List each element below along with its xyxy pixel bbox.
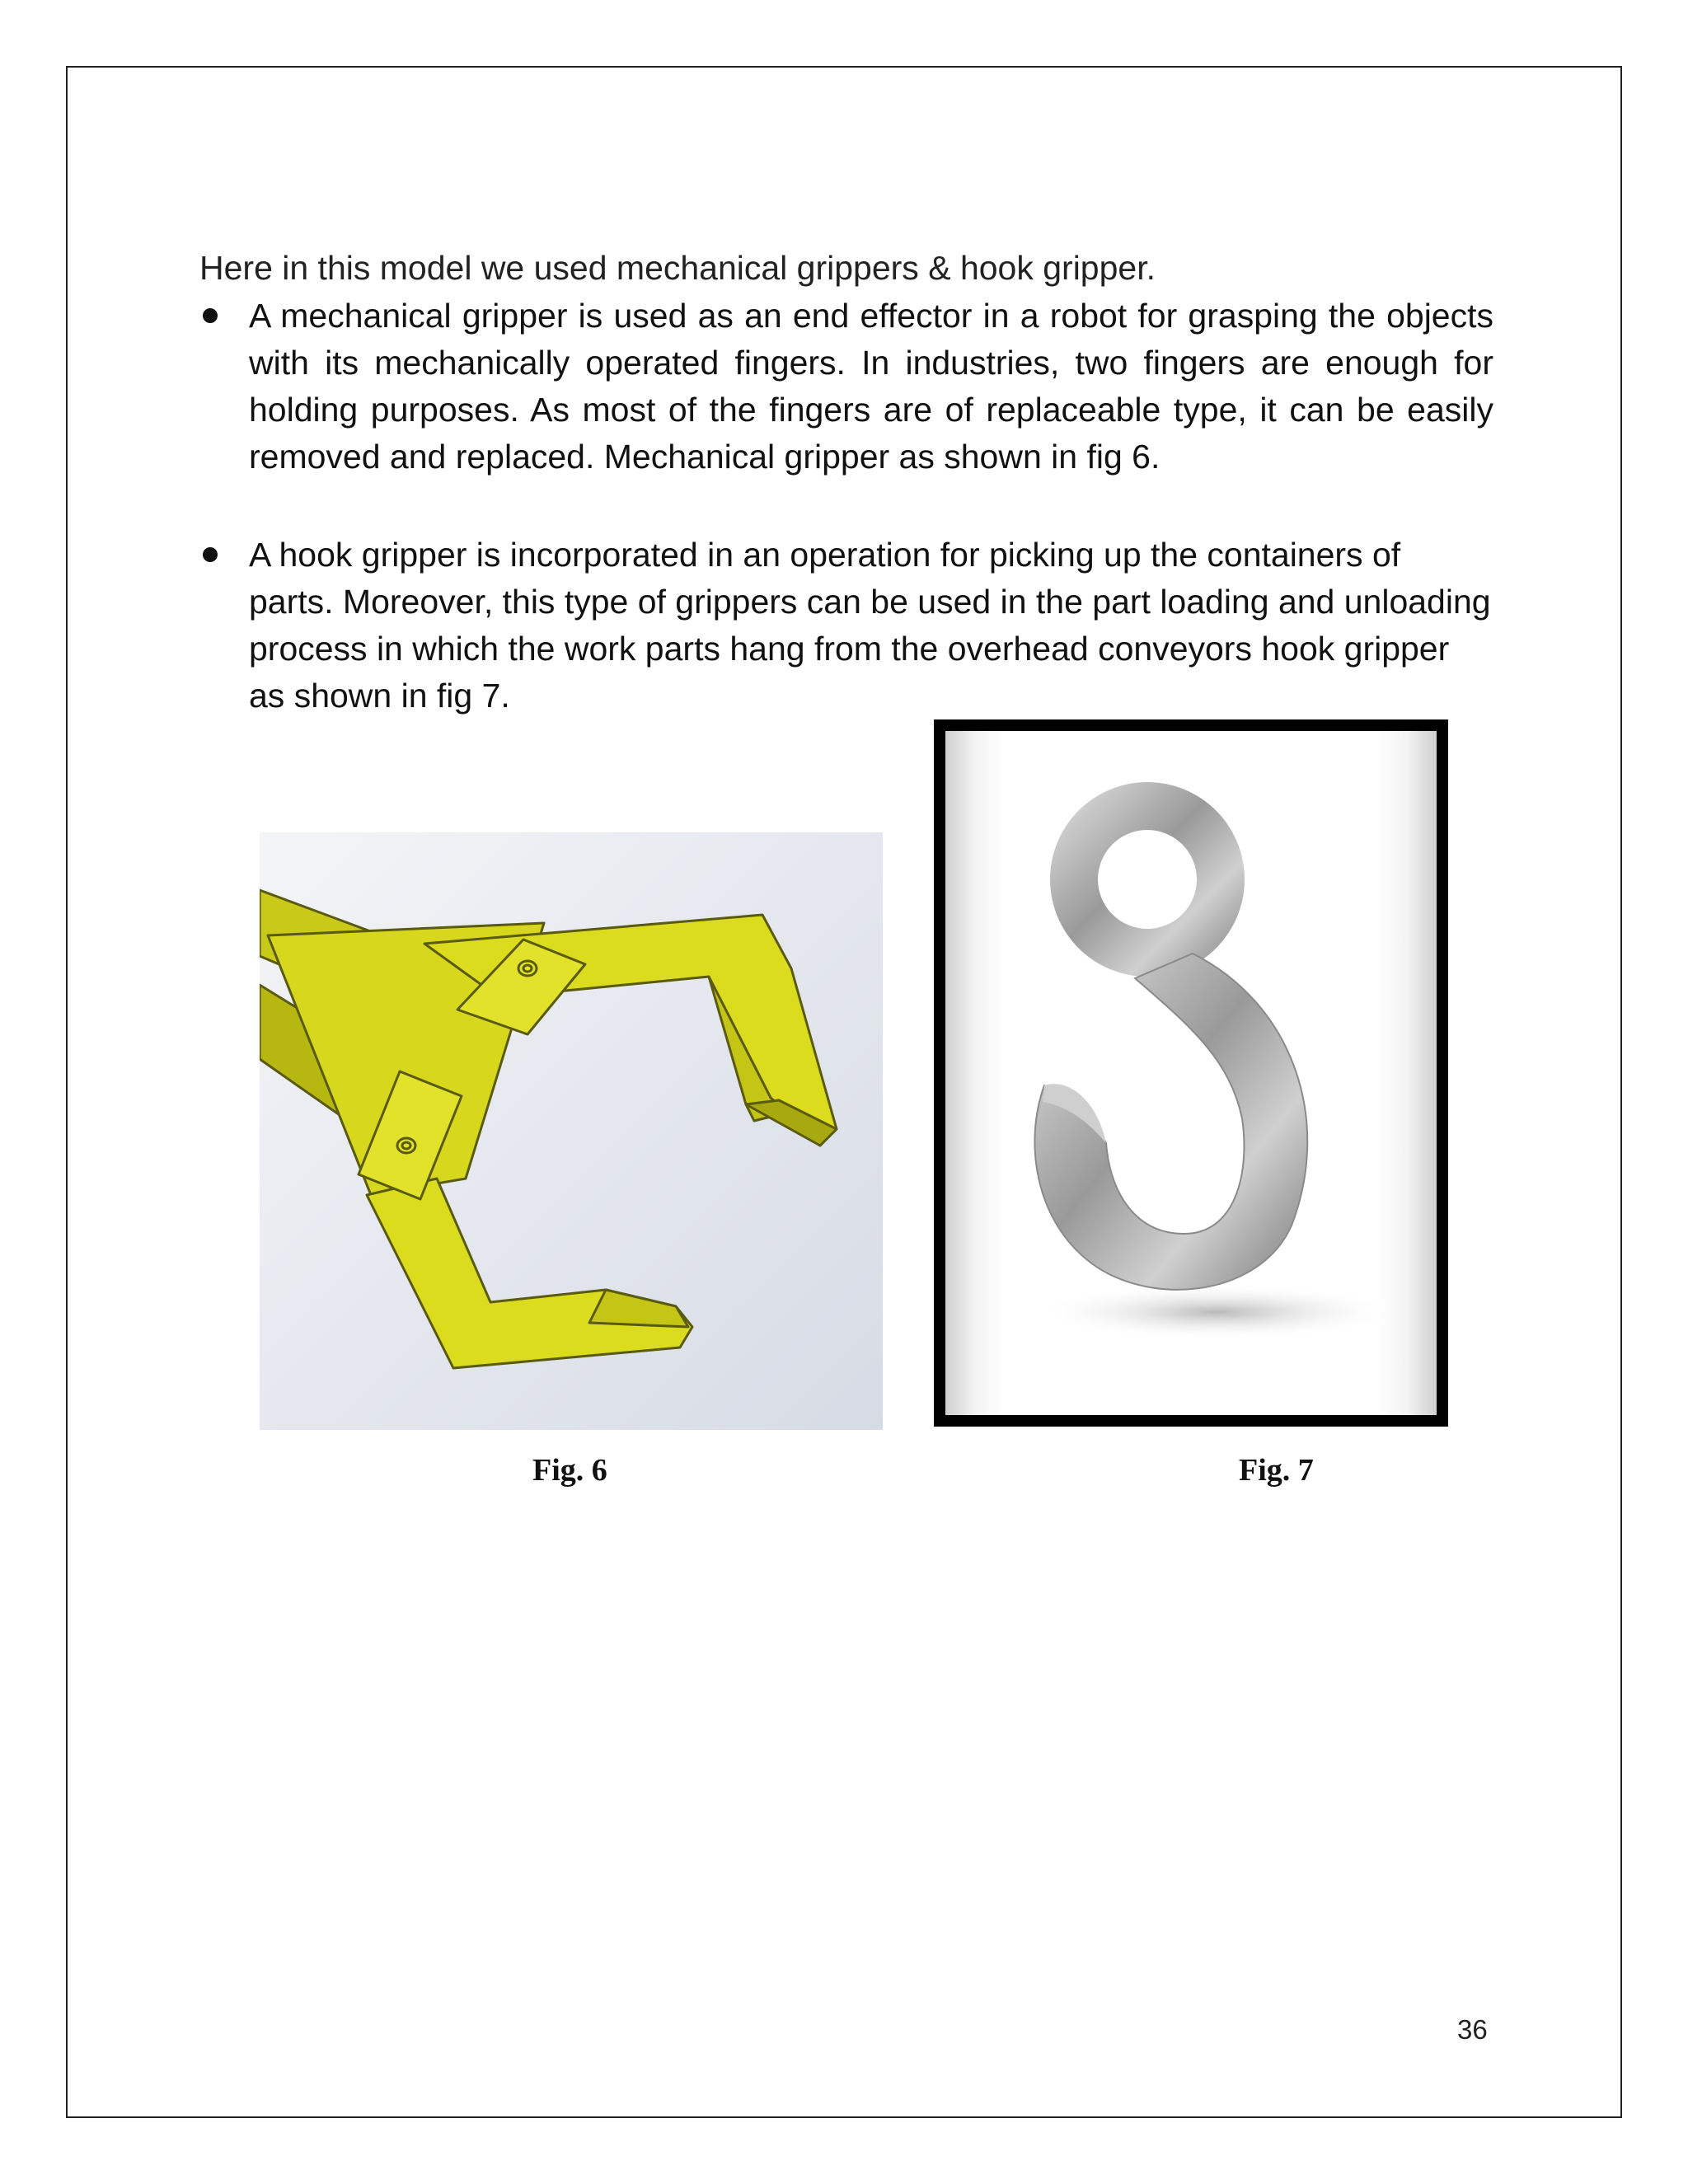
page-number: 36 [1457,2014,1488,2045]
figure-6-caption: Fig. 6 [532,1453,607,1488]
intro-paragraph: Here in this model we used mechanical grippers & hook gripper. [199,249,1156,287]
mechanical-gripper-image [260,832,883,1430]
bullet-list-1 [199,293,1493,480]
hook-gripper-figure [934,719,1448,1427]
bullet-item-hook-gripper [199,532,1493,719]
hook-photo-matte [945,731,1437,1415]
hook-gripper-image [945,731,1437,1415]
bullet-text: A hook gripper is incorporated in an operation for picking up the containers of parts. Moreover, this type of grippers can be used in the part loading and unloading process in which the work parts hang from the overhead conveyors hook gripper as shown in fig 7. [249,536,1491,715]
bullet-text: A mechanical gripper is used as an end effector in a robot for grasping the objects with its mechanically operated fingers. In industries, two fingers are enough for holding purposes. As most of the fingers are of replaceable type, it can be easily removed and replaced. Mechanical gripper as shown in fig 6. [249,297,1493,476]
bullet-dot-icon [203,547,218,562]
bullet-list-2 [199,532,1493,719]
bullet-dot-icon [203,308,218,323]
mechanical-gripper-figure [260,832,883,1430]
bullet-item-mechanical-gripper [199,293,1493,480]
figure-7-caption: Fig. 7 [1239,1453,1314,1488]
